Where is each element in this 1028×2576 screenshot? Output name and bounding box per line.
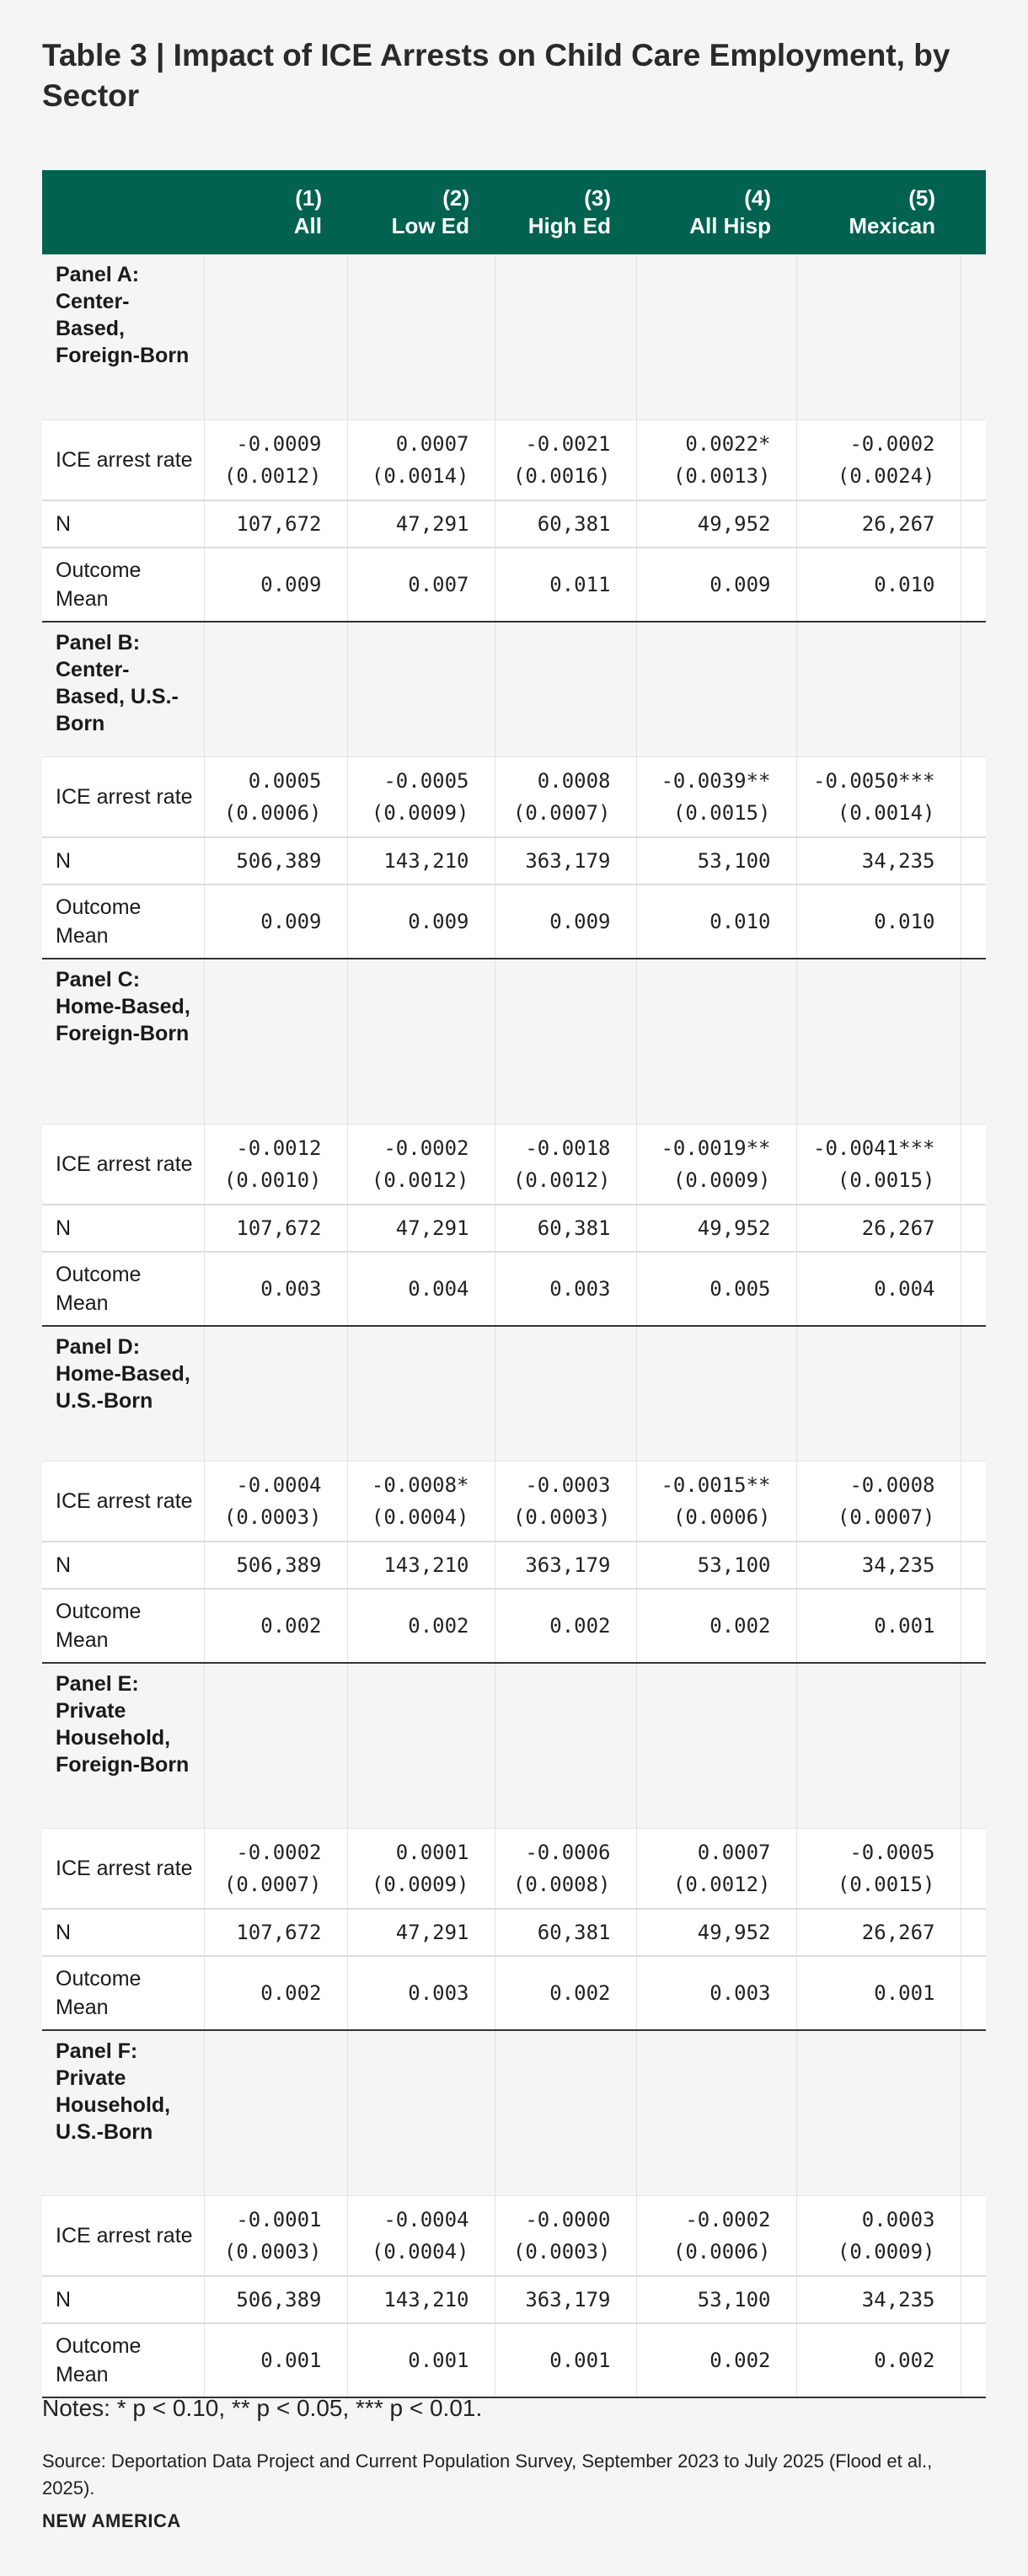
outcome-mean-cell: 0.002 xyxy=(636,1589,796,1663)
coefficient-value: -0.0005 xyxy=(383,768,469,793)
outcome-mean-row xyxy=(42,548,986,622)
coefficient-value: -0.0019** xyxy=(661,1136,771,1160)
standard-error-value: (0.0015) xyxy=(837,1168,935,1192)
coefficient-cell xyxy=(347,420,495,500)
pad-cell xyxy=(961,959,986,1124)
observations-cell: 34,235 xyxy=(796,2276,961,2323)
outcome-mean-cell: 0.010 xyxy=(796,884,961,959)
standard-error-value: (0.0006) xyxy=(223,800,322,825)
row-label: Outcome Mean xyxy=(42,548,204,622)
outcome-mean-row xyxy=(42,1252,986,1326)
outcome-mean-cell: 0.009 xyxy=(347,884,495,959)
coefficient-cell xyxy=(347,1461,495,1542)
observations-cell: 143,210 xyxy=(347,837,495,884)
observations-cell: 53,100 xyxy=(636,837,796,884)
row-label: ICE arrest rate xyxy=(42,1124,204,1205)
row-label: Outcome Mean xyxy=(42,2323,204,2397)
coefficient-value: -0.0050*** xyxy=(813,768,935,793)
observations-cell: 49,952 xyxy=(636,1205,796,1252)
coefficient-cell xyxy=(495,1828,636,1909)
observations-cell: 49,952 xyxy=(636,1909,796,1956)
coefficient-value: -0.0008 xyxy=(849,1472,935,1497)
coefficient-cell xyxy=(636,1828,796,1909)
outcome-mean-cell: 0.011 xyxy=(495,548,636,622)
outcome-mean-cell: 0.009 xyxy=(636,548,796,622)
panel-heading: Panel E: Private Household, Foreign-Born xyxy=(42,1663,204,1828)
empty-cell xyxy=(495,1326,636,1461)
coefficient-cell xyxy=(796,1828,961,1909)
coefficient-cell xyxy=(636,420,796,500)
outcome-mean-cell: 0.005 xyxy=(636,1252,796,1326)
coefficient-row xyxy=(42,420,986,500)
empty-cell xyxy=(796,1663,961,1828)
observations-row xyxy=(42,1542,986,1589)
empty-cell xyxy=(796,1326,961,1461)
coefficient-cell xyxy=(347,2195,495,2276)
outcome-mean-cell: 0.002 xyxy=(347,1589,495,1663)
pad-cell xyxy=(961,1124,986,1205)
row-label: ICE arrest rate xyxy=(42,1828,204,1909)
panel-heading-row xyxy=(42,959,986,1124)
observations-cell: 49,952 xyxy=(636,500,796,548)
standard-error-value: (0.0015) xyxy=(672,800,771,825)
coefficient-value: -0.0004 xyxy=(383,2207,469,2231)
coefficient-cell xyxy=(495,756,636,837)
row-label: N xyxy=(42,500,204,548)
pad-cell xyxy=(961,756,986,837)
coefficient-cell xyxy=(347,1124,495,1205)
standard-error-value: (0.0007) xyxy=(512,800,611,825)
coefficient-row xyxy=(42,1461,986,1542)
outcome-mean-cell: 0.004 xyxy=(796,1252,961,1326)
row-label: N xyxy=(42,1205,204,1252)
outcome-mean-cell: 0.004 xyxy=(347,1252,495,1326)
row-label: Outcome Mean xyxy=(42,1589,204,1663)
standard-error-value: (0.0004) xyxy=(371,1504,469,1529)
pad-cell xyxy=(961,1828,986,1909)
coefficient-value: -0.0001 xyxy=(236,2207,322,2231)
observations-row xyxy=(42,1909,986,1956)
coefficient-cell xyxy=(636,2195,796,2276)
coefficient-value: -0.0041*** xyxy=(813,1136,935,1160)
empty-cell xyxy=(204,2030,347,2195)
outcome-mean-cell: 0.002 xyxy=(204,1956,347,2030)
table-notes: Notes: * p < 0.10, ** p < 0.05, *** p < 0.01. xyxy=(42,2395,483,2421)
empty-cell xyxy=(495,959,636,1124)
empty-cell xyxy=(636,254,796,420)
standard-error-value: (0.0014) xyxy=(371,463,469,488)
column-header: (3) High Ed xyxy=(495,170,636,254)
column-header: (2) Low Ed xyxy=(347,170,495,254)
row-label: N xyxy=(42,837,204,884)
standard-error-value: (0.0010) xyxy=(223,1168,322,1192)
pad-cell xyxy=(961,1589,986,1663)
observations-cell: 107,672 xyxy=(204,1205,347,1252)
coefficient-value: -0.0005 xyxy=(849,1840,935,1864)
outcome-mean-cell: 0.002 xyxy=(796,2323,961,2397)
coefficient-cell xyxy=(636,1124,796,1205)
standard-error-value: (0.0012) xyxy=(512,1168,611,1192)
row-label: Outcome Mean xyxy=(42,1956,204,2030)
panel-heading-row xyxy=(42,254,986,420)
observations-row xyxy=(42,2276,986,2323)
coefficient-value: -0.0015** xyxy=(661,1472,771,1497)
outcome-mean-cell: 0.003 xyxy=(347,1956,495,2030)
empty-cell xyxy=(495,254,636,420)
coefficient-value: 0.0001 xyxy=(395,1840,469,1864)
table-source: Source: Deportation Data Project and Current Population Survey, September 2023 to July 2025 (Flood et al., 2025). xyxy=(42,2450,933,2499)
observations-row xyxy=(42,500,986,548)
outcome-mean-row xyxy=(42,2323,986,2397)
coefficient-cell xyxy=(204,756,347,837)
coefficient-cell xyxy=(636,756,796,837)
panel-heading-row xyxy=(42,1663,986,1828)
empty-cell xyxy=(204,622,347,756)
standard-error-value: (0.0003) xyxy=(512,2239,611,2263)
outcome-mean-cell: 0.003 xyxy=(204,1252,347,1326)
outcome-mean-cell: 0.002 xyxy=(204,1589,347,1663)
pad-cell xyxy=(961,500,986,548)
standard-error-value: (0.0015) xyxy=(837,1872,935,1896)
coefficient-cell xyxy=(347,1828,495,1909)
pad-cell xyxy=(961,1252,986,1326)
empty-cell xyxy=(495,622,636,756)
outcome-mean-cell: 0.010 xyxy=(796,548,961,622)
coefficient-row xyxy=(42,1124,986,1205)
observations-cell: 506,389 xyxy=(204,837,347,884)
standard-error-value: (0.0003) xyxy=(512,1504,611,1529)
panel-heading-row xyxy=(42,2030,986,2195)
pad-cell xyxy=(961,622,986,756)
coefficient-cell xyxy=(347,756,495,837)
coefficient-cell xyxy=(204,1124,347,1205)
observations-cell: 363,179 xyxy=(495,1542,636,1589)
outcome-mean-cell: 0.003 xyxy=(636,1956,796,2030)
coefficient-cell xyxy=(495,1461,636,1542)
empty-cell xyxy=(347,622,495,756)
coefficient-value: -0.0039** xyxy=(661,768,771,793)
outcome-mean-cell: 0.001 xyxy=(347,2323,495,2397)
empty-cell xyxy=(347,959,495,1124)
outcome-mean-cell: 0.001 xyxy=(796,1589,961,1663)
row-label: N xyxy=(42,1909,204,1956)
results-table xyxy=(42,170,986,2398)
coefficient-cell xyxy=(796,756,961,837)
row-label: Outcome Mean xyxy=(42,1252,204,1326)
coefficient-value: -0.0009 xyxy=(236,431,322,456)
observations-cell: 47,291 xyxy=(347,1205,495,1252)
standard-error-value: (0.0016) xyxy=(512,463,611,488)
coefficient-value: -0.0002 xyxy=(236,1840,322,1864)
outcome-mean-cell: 0.002 xyxy=(495,1589,636,1663)
outcome-mean-cell: 0.010 xyxy=(636,884,796,959)
observations-cell: 34,235 xyxy=(796,837,961,884)
coefficient-value: 0.0005 xyxy=(248,768,322,793)
empty-cell xyxy=(636,1663,796,1828)
header-corner xyxy=(42,170,204,254)
standard-error-value: (0.0007) xyxy=(837,1504,935,1529)
observations-cell: 60,381 xyxy=(495,1909,636,1956)
outcome-mean-row xyxy=(42,1589,986,1663)
empty-cell xyxy=(636,959,796,1124)
standard-error-value: (0.0004) xyxy=(371,2239,469,2263)
observations-cell: 47,291 xyxy=(347,1909,495,1956)
table-body xyxy=(42,254,986,2397)
empty-cell xyxy=(347,2030,495,2195)
standard-error-value: (0.0012) xyxy=(371,1168,469,1192)
coefficient-value: -0.0002 xyxy=(383,1136,469,1160)
observations-cell: 506,389 xyxy=(204,2276,347,2323)
panel-heading: Panel B: Center-Based, U.S.-Born xyxy=(42,622,204,756)
coefficient-cell xyxy=(495,1124,636,1205)
pad-cell xyxy=(961,1326,986,1461)
column-header: (4) All Hisp xyxy=(636,170,796,254)
coefficient-value: -0.0000 xyxy=(525,2207,611,2231)
panel-heading: Panel A: Center-Based, Foreign-Born xyxy=(42,254,204,420)
pad-cell xyxy=(961,1663,986,1828)
coefficient-value: -0.0003 xyxy=(525,1472,611,1497)
panel-heading-row xyxy=(42,1326,986,1461)
observations-cell: 363,179 xyxy=(495,2276,636,2323)
pad-cell xyxy=(961,837,986,884)
standard-error-value: (0.0012) xyxy=(672,1872,771,1896)
column-header: (1) All xyxy=(204,170,347,254)
outcome-mean-cell: 0.001 xyxy=(204,2323,347,2397)
pad-cell xyxy=(961,548,986,622)
pad-cell xyxy=(961,1542,986,1589)
observations-cell: 53,100 xyxy=(636,2276,796,2323)
coefficient-cell xyxy=(204,1461,347,1542)
coefficient-value: -0.0018 xyxy=(525,1136,611,1160)
empty-cell xyxy=(204,959,347,1124)
empty-cell xyxy=(347,1663,495,1828)
observations-cell: 107,672 xyxy=(204,1909,347,1956)
observations-cell: 107,672 xyxy=(204,500,347,548)
coefficient-cell xyxy=(796,2195,961,2276)
coefficient-value: -0.0002 xyxy=(849,431,935,456)
observations-cell: 60,381 xyxy=(495,500,636,548)
coefficient-cell xyxy=(204,2195,347,2276)
pad-cell xyxy=(961,1909,986,1956)
pad-cell xyxy=(961,2195,986,2276)
empty-cell xyxy=(204,1326,347,1461)
empty-cell xyxy=(347,1326,495,1461)
empty-cell xyxy=(495,1663,636,1828)
standard-error-value: (0.0008) xyxy=(512,1872,611,1896)
standard-error-value: (0.0003) xyxy=(223,1504,322,1529)
panel-heading-row xyxy=(42,622,986,756)
coefficient-row xyxy=(42,756,986,837)
standard-error-value: (0.0014) xyxy=(837,800,935,825)
pad-cell xyxy=(961,884,986,959)
standard-error-value: (0.0006) xyxy=(672,2239,771,2263)
brand-logo-text: NEW AMERICA xyxy=(42,2510,181,2531)
coefficient-value: -0.0008* xyxy=(371,1472,469,1497)
observations-cell: 506,389 xyxy=(204,1542,347,1589)
outcome-mean-cell: 0.002 xyxy=(495,1956,636,2030)
pad-cell xyxy=(961,1461,986,1542)
row-label: ICE arrest rate xyxy=(42,2195,204,2276)
observations-cell: 26,267 xyxy=(796,500,961,548)
observations-cell: 60,381 xyxy=(495,1205,636,1252)
empty-cell xyxy=(636,2030,796,2195)
coefficient-value: -0.0012 xyxy=(236,1136,322,1160)
pad-cell xyxy=(961,420,986,500)
row-label: Outcome Mean xyxy=(42,884,204,959)
empty-cell xyxy=(796,254,961,420)
coefficient-value: -0.0006 xyxy=(525,1840,611,1864)
standard-error-value: (0.0024) xyxy=(837,463,935,488)
pad-cell xyxy=(961,2323,986,2397)
observations-cell: 53,100 xyxy=(636,1542,796,1589)
outcome-mean-row xyxy=(42,1956,986,2030)
row-label: ICE arrest rate xyxy=(42,420,204,500)
pad-cell xyxy=(961,1205,986,1252)
standard-error-value: (0.0009) xyxy=(672,1168,771,1192)
row-label: ICE arrest rate xyxy=(42,1461,204,1542)
outcome-mean-cell: 0.009 xyxy=(204,548,347,622)
empty-cell xyxy=(204,254,347,420)
observations-cell: 34,235 xyxy=(796,1542,961,1589)
column-header: (5) Mexican xyxy=(796,170,961,254)
empty-cell xyxy=(796,2030,961,2195)
coefficient-cell xyxy=(796,420,961,500)
coefficient-cell xyxy=(796,1124,961,1205)
coefficient-row xyxy=(42,1828,986,1909)
outcome-mean-cell: 0.001 xyxy=(495,2323,636,2397)
pad-cell xyxy=(961,2276,986,2323)
pad-cell xyxy=(961,1956,986,2030)
coefficient-value: 0.0007 xyxy=(395,431,469,456)
coefficient-value: 0.0008 xyxy=(537,768,611,793)
empty-cell xyxy=(636,1326,796,1461)
empty-cell xyxy=(636,622,796,756)
panel-heading: Panel F: Private Household, U.S.-Born xyxy=(42,2030,204,2195)
observations-cell: 143,210 xyxy=(347,2276,495,2323)
coefficient-value: 0.0022* xyxy=(685,431,771,456)
observations-row xyxy=(42,837,986,884)
standard-error-value: (0.0009) xyxy=(371,800,469,825)
table-title: Table 3 | Impact of ICE Arrests on Child Care Employment, by Sector xyxy=(42,38,950,113)
empty-cell xyxy=(347,254,495,420)
panel-heading: Panel D: Home-Based, U.S.-Born xyxy=(42,1326,204,1461)
coefficient-cell xyxy=(204,420,347,500)
coefficient-row xyxy=(42,2195,986,2276)
standard-error-value: (0.0012) xyxy=(223,463,322,488)
outcome-mean-cell: 0.003 xyxy=(495,1252,636,1326)
column-header-row xyxy=(42,170,986,254)
standard-error-value: (0.0009) xyxy=(371,1872,469,1896)
observations-row xyxy=(42,1205,986,1252)
standard-error-value: (0.0003) xyxy=(223,2239,322,2263)
outcome-mean-cell: 0.007 xyxy=(347,548,495,622)
empty-cell xyxy=(796,959,961,1124)
standard-error-value: (0.0006) xyxy=(672,1504,771,1529)
coefficient-cell xyxy=(495,420,636,500)
coefficient-value: 0.0007 xyxy=(697,1840,771,1864)
observations-cell: 26,267 xyxy=(796,1909,961,1956)
standard-error-value: (0.0009) xyxy=(837,2239,935,2263)
observations-cell: 143,210 xyxy=(347,1542,495,1589)
panel-heading: Panel C: Home-Based, Foreign-Born xyxy=(42,959,204,1124)
empty-cell xyxy=(204,1663,347,1828)
coefficient-value: -0.0021 xyxy=(525,431,611,456)
observations-cell: 26,267 xyxy=(796,1205,961,1252)
row-label: N xyxy=(42,1542,204,1589)
pad-cell xyxy=(961,254,986,420)
coefficient-cell xyxy=(636,1461,796,1542)
standard-error-value: (0.0007) xyxy=(223,1872,322,1896)
outcome-mean-cell: 0.002 xyxy=(636,2323,796,2397)
coefficient-value: -0.0002 xyxy=(685,2207,771,2231)
outcome-mean-cell: 0.001 xyxy=(796,1956,961,2030)
empty-cell xyxy=(495,2030,636,2195)
observations-cell: 363,179 xyxy=(495,837,636,884)
outcome-mean-row xyxy=(42,884,986,959)
coefficient-value: 0.0003 xyxy=(861,2207,935,2231)
pad-cell xyxy=(961,2030,986,2195)
outcome-mean-cell: 0.009 xyxy=(495,884,636,959)
empty-cell xyxy=(796,622,961,756)
standard-error-value: (0.0013) xyxy=(672,463,771,488)
row-label: ICE arrest rate xyxy=(42,756,204,837)
coefficient-cell xyxy=(495,2195,636,2276)
row-label: N xyxy=(42,2276,204,2323)
coefficient-cell xyxy=(796,1461,961,1542)
outcome-mean-cell: 0.009 xyxy=(204,884,347,959)
observations-cell: 47,291 xyxy=(347,500,495,548)
coefficient-cell xyxy=(204,1828,347,1909)
header-pad xyxy=(961,170,986,254)
coefficient-value: -0.0004 xyxy=(236,1472,322,1497)
